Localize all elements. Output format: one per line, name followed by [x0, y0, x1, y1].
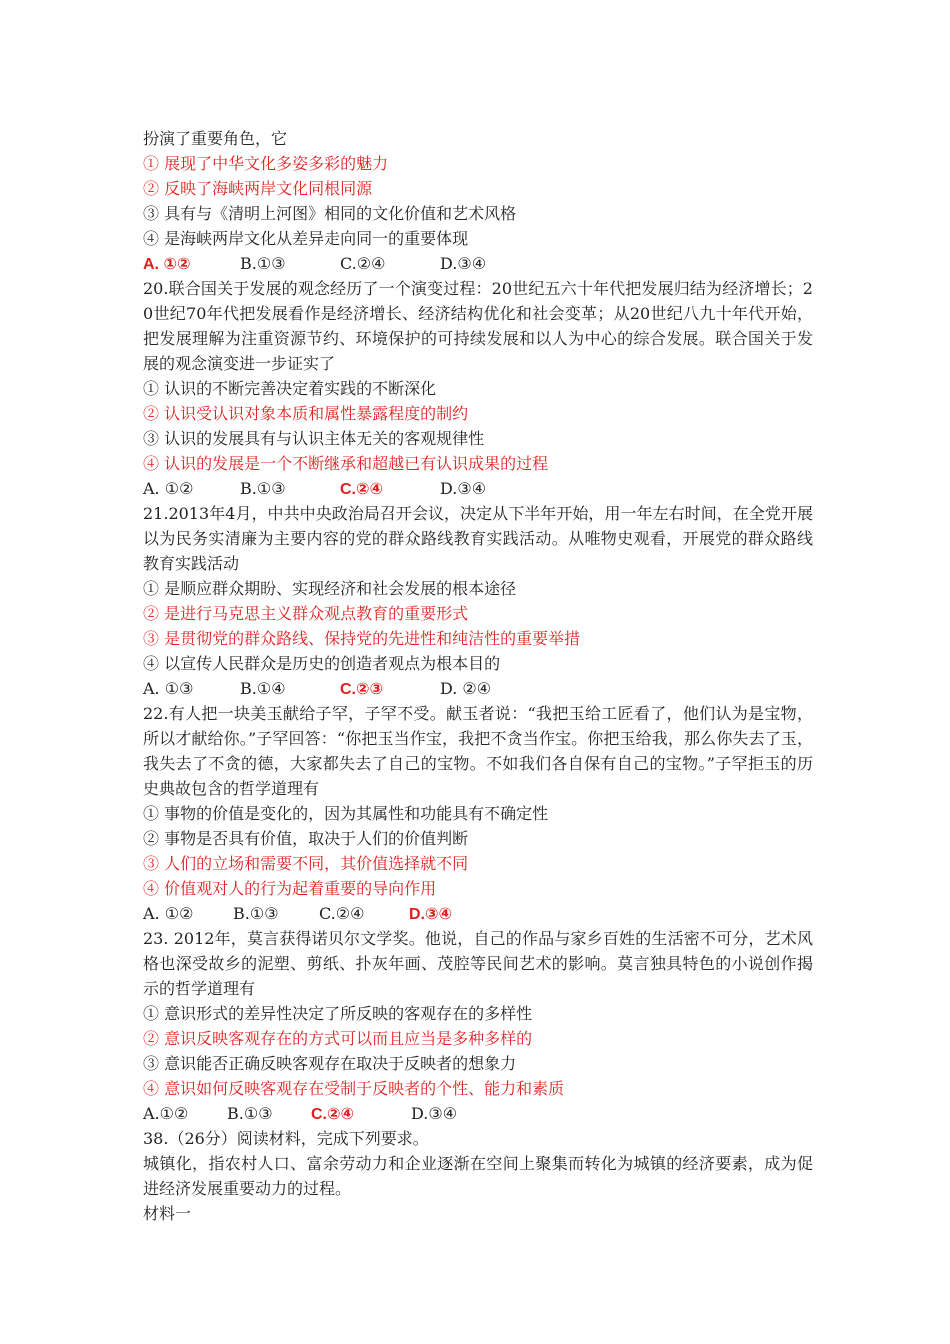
- option-a: A.①②: [143, 1104, 189, 1123]
- question-stem-tail: 扮演了重要角色，它: [143, 129, 288, 148]
- question-intro: 城镇化，指农村人口、富余劳动力和企业逐渐在空间上聚集而转化为城镇的经济要素，成为促进经济发展重要动力的过程。: [143, 1154, 813, 1198]
- statement-3: ③ 具有与《清明上河图》相同的文化价值和艺术风格: [143, 204, 517, 223]
- option-a: A. ①③: [143, 679, 194, 698]
- option-c: C.②④: [319, 904, 365, 923]
- question-19: [143, 126, 813, 276]
- option-d: D.③④: [411, 1104, 458, 1123]
- statement-4: ④ 价值观对人的行为起着重要的导向作用: [143, 879, 437, 898]
- option-b: B.①③: [240, 479, 286, 498]
- option-b: B.①③: [233, 904, 279, 923]
- option-c: C.②③: [340, 681, 384, 698]
- statement-4: ④ 意识如何反映客观存在受制于反映者的个性、能力和素质: [143, 1079, 565, 1098]
- statement-2: ② 是进行马克思主义群众观点教育的重要形式: [143, 604, 469, 623]
- document-content: [143, 126, 813, 1226]
- statement-2: ② 认识受认识对象本质和属性暴露程度的制约: [143, 404, 469, 423]
- option-b: B.①④: [240, 679, 286, 698]
- statement-4: ④ 认识的发展是一个不断继承和超越已有认识成果的过程: [143, 454, 549, 473]
- option-b: B.①③: [227, 1104, 273, 1123]
- option-c: C.②④: [311, 1106, 355, 1123]
- statement-1: ① 意识形式的差异性决定了所反映的客观存在的多样性: [143, 1004, 533, 1023]
- statement-3: ③ 人们的立场和需要不同，其价值选择就不同: [143, 854, 469, 873]
- question-stem: 21.2013年4月，中共中央政治局召开会议，决定从下半年开始，用一年左右时间，在全党开展以为民务实清廉为主要内容的党的群众路线教育实践活动。从唯物史观看，开展党的群众路线教育实践活动: [143, 504, 813, 573]
- option-a: A. ①②: [143, 904, 194, 923]
- answer-options: [143, 676, 813, 701]
- statement-2: ② 事物是否具有价值，取决于人们的价值判断: [143, 829, 469, 848]
- answer-options: [143, 901, 813, 926]
- statement-2: ② 意识反映客观存在的方式可以而且应当是多种多样的: [143, 1029, 533, 1048]
- statement-1: ① 展现了中华文化多姿多彩的魅力: [143, 154, 389, 173]
- question-23: [143, 926, 813, 1126]
- material-label: 材料一: [143, 1204, 192, 1223]
- statement-2: ② 反映了海峡两岸文化同根同源: [143, 179, 373, 198]
- option-c: C.②④: [340, 254, 386, 273]
- option-d: D. ②④: [440, 679, 492, 698]
- statement-1: ① 是顺应群众期盼、实现经济和社会发展的根本途径: [143, 579, 517, 598]
- option-c: C.②④: [340, 481, 384, 498]
- statement-3: ③ 意识能否正确反映客观存在取决于反映者的想象力: [143, 1054, 517, 1073]
- option-b: B.①③: [240, 254, 286, 273]
- statement-4: ④ 是海峡两岸文化从差异走向同一的重要体现: [143, 229, 469, 248]
- answer-options: [143, 1101, 813, 1126]
- statement-1: ① 认识的不断完善决定着实践的不断深化: [143, 379, 437, 398]
- option-a: A. ①②: [143, 479, 194, 498]
- statement-3: ③ 是贯彻党的群众路线、保持党的先进性和纯洁性的重要举措: [143, 629, 581, 648]
- answer-options: [143, 476, 813, 501]
- statement-4: ④ 以宣传人民群众是历史的创造者观点为根本目的: [143, 654, 501, 673]
- question-21: [143, 501, 813, 701]
- option-d: D.③④: [440, 479, 487, 498]
- question-stem: 23. 2012年，莫言获得诺贝尔文学奖。他说，自己的作品与家乡百姓的生活密不可分，艺术风格也深受故乡的泥塑、剪纸、扑灰年画、茂腔等民间艺术的影响。莫言独具特色的小说创作揭示的哲学道理有: [143, 929, 813, 998]
- option-d: D.③④: [409, 906, 453, 923]
- answer-options: [143, 251, 813, 276]
- question-38: [143, 1126, 813, 1226]
- statement-3: ③ 认识的发展具有与认识主体无关的客观规律性: [143, 429, 485, 448]
- question-22: [143, 701, 813, 926]
- question-stem: 22.有人把一块美玉献给子罕，子罕不受。献玉者说：“我把玉给工匠看了，他们认为是宝物，所以才献给你。”子罕回答：“你把玉当作宝，我把不贪当作宝。你把玉给我，那么你失去了玉，我失去了不贪的德，大家都失去了自己的宝物。不如我们各自保有自己的宝物。”子罕拒玉的历史典故包含的哲学道理有: [143, 704, 813, 798]
- option-d: D.③④: [440, 254, 487, 273]
- statement-1: ① 事物的价值是变化的，因为其属性和功能具有不确定性: [143, 804, 549, 823]
- option-a: A. ①②: [143, 256, 191, 273]
- question-stem: 20.联合国关于发展的观念经历了一个演变过程：20世纪五六十年代把发展归结为经济增长；20世纪70年代把发展看作是经济增长、经济结构优化和社会变革；从20世纪八九十年代开始，把发展理解为注重资源节约、环境保护的可持续发展和以人为中心的综合发展。联合国关于发展的观念演变进一步证实了: [143, 279, 813, 373]
- question-header: 38.（26分）阅读材料，完成下列要求。: [143, 1129, 429, 1148]
- question-20: [143, 276, 813, 501]
